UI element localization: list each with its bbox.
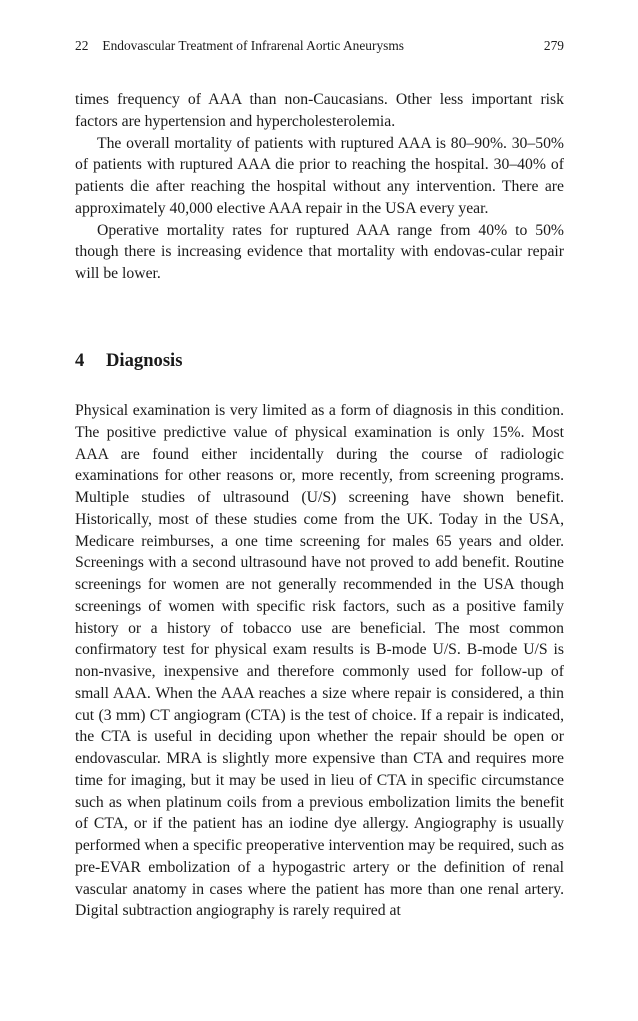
section-number: 4 bbox=[75, 350, 85, 371]
diagnosis-text-block bbox=[75, 400, 564, 922]
section-title: Diagnosis bbox=[106, 350, 183, 371]
paragraph-mortality: The overall mortality of patients with ruptured AAA is 80–90%. 30–50% of patients with ruptured AAA die prior to reaching the hospital. 30–40% of patients die after reaching the hospital without any intervention. There are approximately 40,000 elective AAA repair in the USA every year. bbox=[75, 134, 564, 217]
paragraph-operative-mortality: Operative mortality rates for ruptured AAA range from 40% to 50% though there is increasing evidence that mortality with endovas-cular repair will be lower. bbox=[75, 221, 564, 282]
chapter-number: 22 bbox=[75, 38, 89, 53]
paragraph-risk-factors: times frequency of AAA than non-Caucasians. Other less important risk factors are hypertension and hypercholesterolemia. bbox=[75, 91, 564, 130]
running-header bbox=[75, 37, 564, 55]
intro-text-block bbox=[75, 89, 564, 285]
running-title: Endovascular Treatment of Infrarenal Aortic Aneurysms bbox=[102, 38, 404, 53]
paragraph-diagnosis: Physical examination is very limited as a form of diagnosis in this condition. The positive predictive value of physical examination is only 15%. Most AAA are found either incidentally during the course of radiologic examinations for other reasons or, more recently, from screening programs. Multiple studies of ultrasound (U/S) screening have shown benefit. Historically, most of these studies come from the UK. Today in the USA, Medicare reimburses, a one time screening for males 65 years and older. Screenings with a second ultrasound have not proved to add benefit. Routine screenings for women are not generally recommended in the USA though screenings of women with specific risk factors, such as a positive family history or a history of tobacco use are beneficial. The most common confirmatory test for physical exam results is B-mode U/S. B-mode U/S is non-nvasive, inexpensive and therefore commonly used for follow-up of small AAA. When the AAA reaches a size where repair is considered, a thin cut (3 mm) CT angiogram (CTA) is the test of choice. If a repair is indicated, the CTA is useful in deciding upon whether the repair should be open or endovascular. MRA is slightly more expensive than CTA and requires more time for imaging, but it may be used in lieu of CTA in specific circumstance such as when platinum coils from a previous embolization limits the benefit of CTA, or if the patient has an iodine dye allergy. Angiography is usually performed when a specific preoperative intervention may be required, such as pre-EVAR embolization of a hypogastric artery or the definition of renal vascular anatomy in cases where the patient has more than one renal artery. Digital subtraction angiography is rarely required at bbox=[75, 402, 564, 920]
section-heading bbox=[75, 349, 182, 373]
page-number: 279 bbox=[543, 38, 564, 53]
